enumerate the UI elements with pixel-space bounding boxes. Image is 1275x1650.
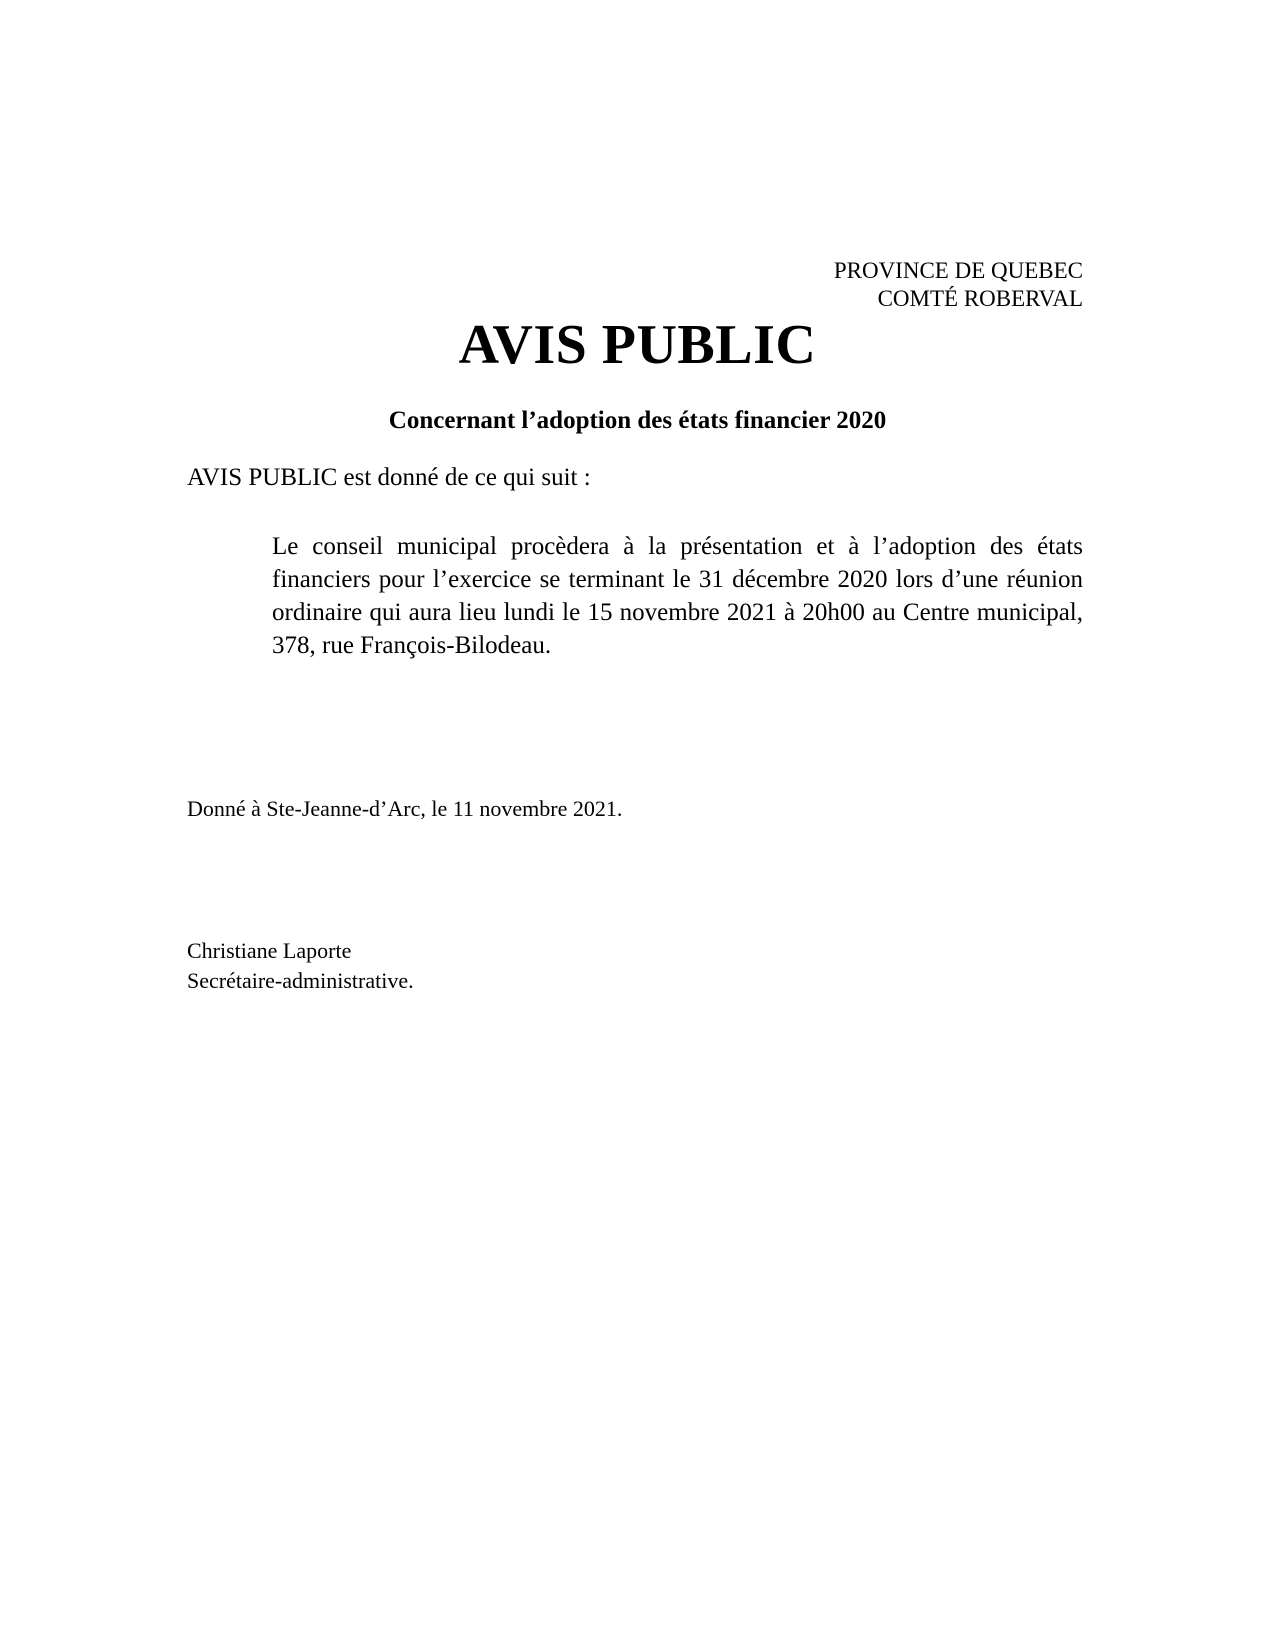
signatory-role: Secrétaire-administrative. xyxy=(187,968,414,993)
county-line: COMTÉ ROBERVAL xyxy=(877,286,1083,311)
jurisdiction-header xyxy=(834,257,1083,313)
given-at-line: Donné à Ste-Jeanne-d’Arc, le 11 novembre 2021. xyxy=(187,796,623,821)
notice-subtitle: Concernant l’adoption des états financier 2020 xyxy=(388,407,887,434)
notice-body: Le conseil municipal procèdera à la présentation et à l’adoption des états financiers pour l’exercice se terminant le 31 décembre 2020 lors d’une réunion ordinaire qui aura lieu lundi le 15 novembre 2021 à 20h00 au Centre municipal, 378, rue François-Bilodeau. xyxy=(272,533,1083,659)
signatory-name: Christiane Laporte xyxy=(187,938,352,963)
province-line: PROVINCE DE QUEBEC xyxy=(833,258,1083,283)
notice-title: AVIS PUBLIC xyxy=(458,314,817,376)
intro-line: AVIS PUBLIC est donné de ce qui suit : xyxy=(187,464,591,491)
signature-block xyxy=(187,936,414,996)
